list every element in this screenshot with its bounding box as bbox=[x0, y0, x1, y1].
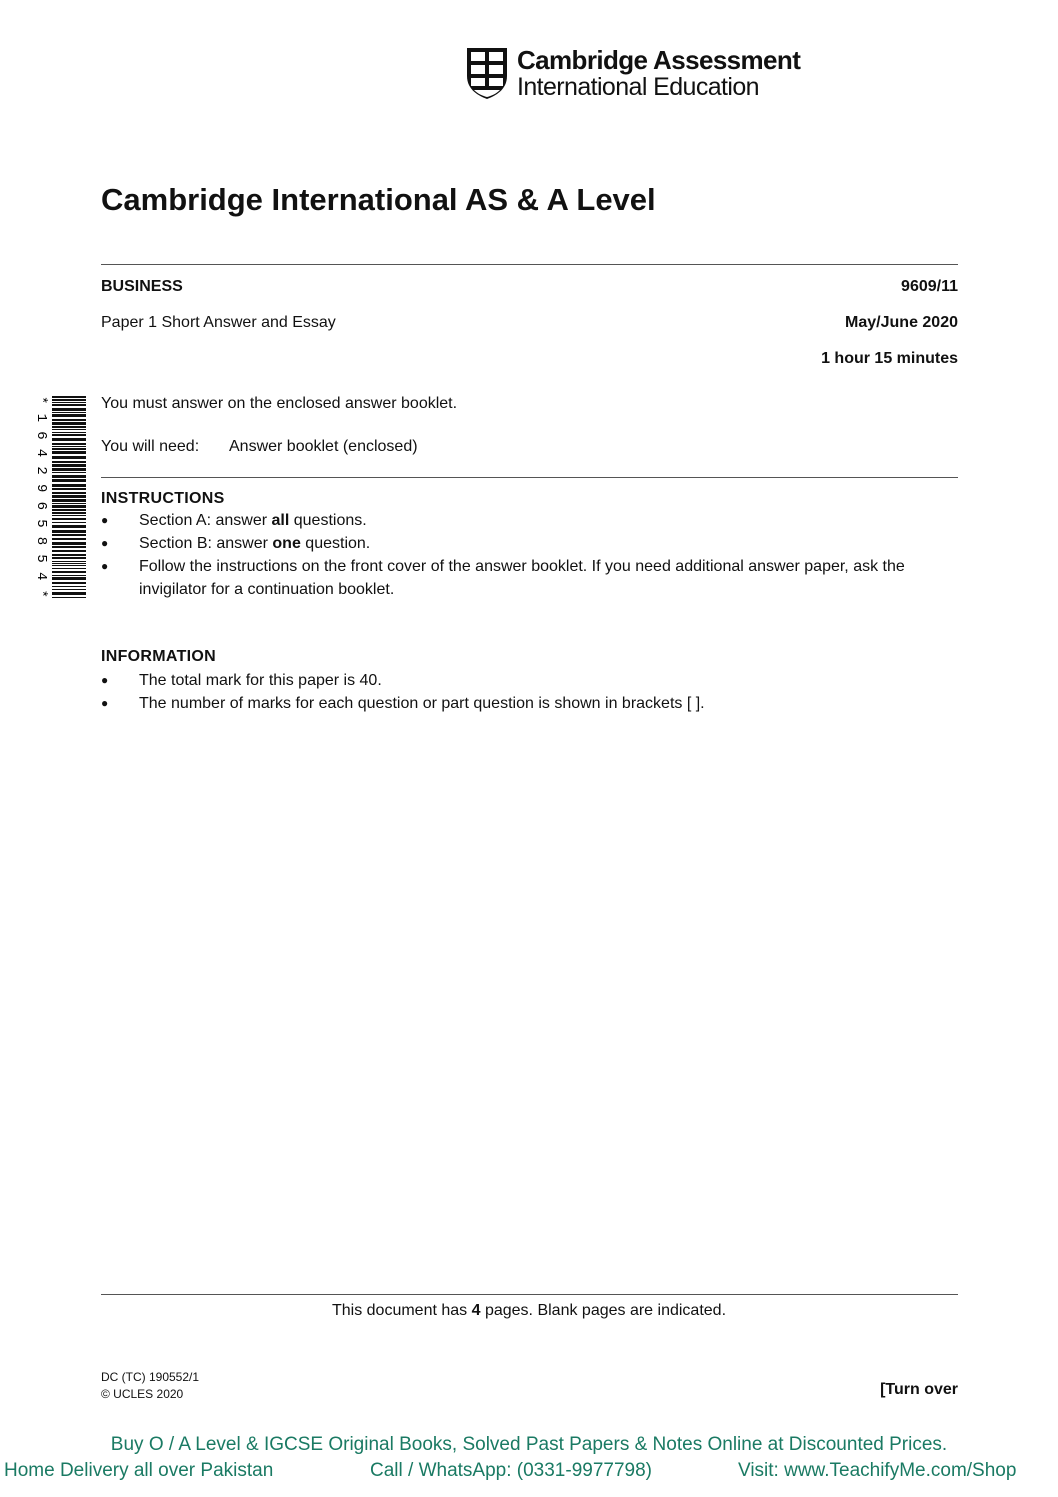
barcode-bar bbox=[52, 429, 86, 430]
barcode-bar bbox=[52, 414, 86, 417]
information-heading: INFORMATION bbox=[101, 648, 216, 665]
barcode-bar bbox=[52, 404, 86, 406]
barcode-bar bbox=[52, 495, 86, 498]
barcode-bar bbox=[52, 475, 86, 478]
barcode-bar bbox=[52, 484, 86, 487]
barcode-bar bbox=[52, 426, 86, 428]
barcode-bar bbox=[52, 534, 86, 536]
barcode-bar bbox=[52, 446, 86, 447]
barcode-bar bbox=[52, 571, 86, 573]
doc-code: DC (TC) 190552/1 bbox=[101, 1370, 200, 1384]
barcode-bar bbox=[52, 479, 86, 482]
page-title: Cambridge International AS & A Level bbox=[101, 182, 656, 217]
barcode-bar bbox=[52, 589, 86, 590]
paper-code: 9609/11 bbox=[901, 278, 958, 295]
barcode-bar bbox=[52, 557, 86, 559]
pages-note: This document has 4 pages. Blank pages are indicated. bbox=[331, 1302, 727, 1319]
barcode-bar bbox=[52, 472, 86, 473]
barcode-bar bbox=[52, 568, 86, 569]
barcode-bar bbox=[52, 554, 86, 556]
barcode-bar bbox=[52, 432, 86, 433]
barcode-bar bbox=[52, 515, 86, 516]
barcode-bar bbox=[52, 402, 86, 403]
subject-name: BUSINESS bbox=[101, 278, 183, 295]
barcode-bar bbox=[52, 492, 86, 494]
exam-session: May/June 2020 bbox=[845, 314, 958, 331]
barcode bbox=[34, 394, 86, 600]
need-value: Answer booklet (enclosed) bbox=[229, 438, 418, 455]
barcode-bar bbox=[52, 582, 86, 584]
paper-description: Paper 1 Short Answer and Essay bbox=[101, 314, 336, 331]
answer-note: You must answer on the enclosed answer booklet. bbox=[101, 395, 458, 412]
barcode-bar bbox=[52, 538, 86, 540]
divider-top bbox=[101, 264, 958, 265]
information-item: ● The number of marks for each question or part question is shown in brackets [ ]. bbox=[101, 692, 958, 715]
barcode-icon bbox=[34, 394, 86, 600]
barcode-bar bbox=[52, 448, 86, 450]
barcode-bar bbox=[52, 443, 86, 445]
barcode-bar bbox=[52, 550, 86, 552]
instruction-item: ● Section A: answer all questions. bbox=[101, 509, 931, 532]
barcode-bar bbox=[52, 522, 86, 523]
barcode-bar bbox=[52, 525, 86, 528]
barcode-bar bbox=[52, 408, 86, 411]
exam-duration: 1 hour 15 minutes bbox=[821, 350, 958, 367]
barcode-bar bbox=[52, 464, 86, 467]
need-label: You will need: bbox=[101, 438, 200, 455]
divider-footer bbox=[101, 1294, 958, 1295]
barcode-bar bbox=[52, 399, 86, 401]
barcode-bar bbox=[52, 499, 86, 502]
barcode-bar bbox=[52, 592, 86, 595]
barcode-bar bbox=[52, 451, 86, 454]
barcode-bar bbox=[52, 575, 86, 576]
barcode-bar bbox=[52, 546, 86, 548]
barcode-bar bbox=[52, 456, 86, 459]
barcode-bar bbox=[52, 565, 86, 566]
turn-over: [Turn over bbox=[880, 1381, 958, 1398]
barcode-bar bbox=[52, 412, 86, 413]
barcode-bar bbox=[52, 597, 86, 598]
instruction-item: ● Section B: answer one question. bbox=[101, 532, 931, 555]
divider-middle bbox=[101, 477, 958, 478]
promo-call: Call / WhatsApp: (0331-9977798) bbox=[370, 1460, 652, 1481]
barcode-bar bbox=[52, 419, 86, 421]
barcode-bar bbox=[52, 434, 86, 436]
barcode-bar bbox=[52, 396, 86, 398]
promo-visit-link[interactable]: Visit: www.TeachifyMe.com/Shop bbox=[738, 1460, 1017, 1481]
barcode-bar bbox=[52, 542, 86, 545]
barcode-bar bbox=[52, 505, 86, 508]
logo-line-1: Cambridge Assessment bbox=[517, 45, 801, 75]
barcode-bar bbox=[52, 563, 86, 564]
barcode-bar bbox=[52, 518, 86, 520]
barcode-bar bbox=[52, 512, 86, 514]
barcode-text: *1642965854* bbox=[34, 396, 49, 598]
barcode-bar bbox=[52, 438, 86, 441]
barcode-bar bbox=[52, 509, 86, 511]
information-item: ● The total mark for this paper is 40. bbox=[101, 669, 958, 692]
instructions-heading: INSTRUCTIONS bbox=[101, 490, 225, 507]
barcode-bar bbox=[52, 530, 86, 533]
instructions-list bbox=[101, 509, 931, 601]
barcode-bar bbox=[52, 488, 86, 490]
logo-line-2: International Education bbox=[517, 73, 759, 101]
document-code bbox=[101, 1369, 199, 1403]
copyright: © UCLES 2020 bbox=[101, 1387, 184, 1401]
instruction-item: ● Follow the instructions on the front cover of the answer booklet. If you need additional answer paper, ask the invigilator for a continuation booklet. bbox=[101, 555, 931, 601]
promo-line: Buy O / A Level & IGCSE Original Books, Solved Past Papers & Notes Online at Discounted Prices. bbox=[110, 1434, 948, 1455]
barcode-bar bbox=[52, 503, 86, 504]
barcode-bar bbox=[52, 461, 86, 463]
barcode-bar bbox=[52, 561, 86, 562]
university-crest-icon bbox=[465, 46, 509, 100]
barcode-bar bbox=[52, 577, 86, 580]
promo-delivery: Home Delivery all over Pakistan bbox=[4, 1460, 274, 1481]
barcode-bar bbox=[52, 422, 86, 425]
information-list bbox=[101, 669, 958, 715]
barcode-bar bbox=[52, 586, 86, 587]
barcode-bar bbox=[52, 468, 86, 471]
